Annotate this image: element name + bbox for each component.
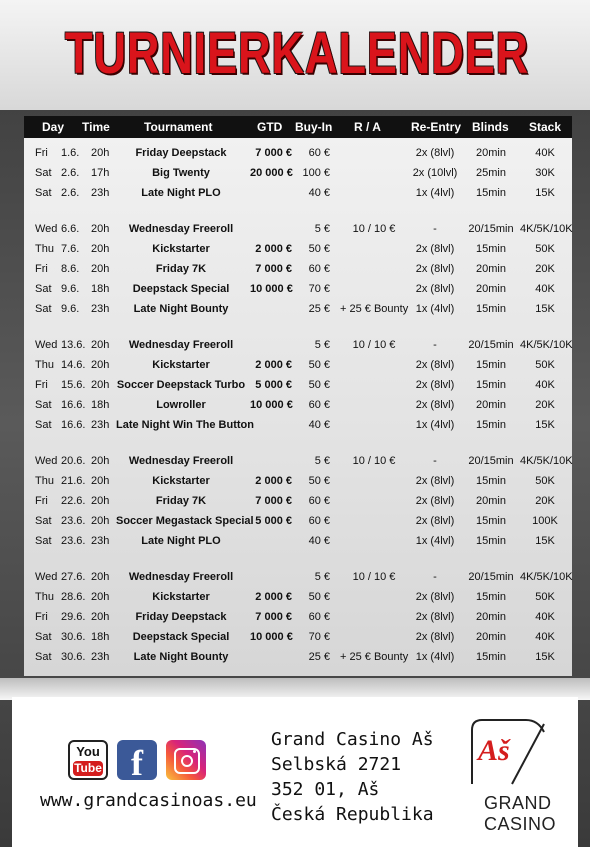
cell-blinds: 20min bbox=[476, 611, 506, 623]
cell-gtd: 7 000 € bbox=[255, 611, 292, 623]
cell-date: 7.6. bbox=[61, 243, 80, 255]
cell-blinds: 15min bbox=[476, 243, 506, 255]
cell-ra: 10 / 10 € bbox=[352, 455, 396, 467]
cell-reentry: 2x (8lvl) bbox=[415, 515, 455, 527]
cell-time: 20h bbox=[91, 379, 110, 391]
cell-buyin: 50 € bbox=[308, 359, 330, 371]
cell-time: 23h bbox=[91, 535, 110, 547]
cell-day: Fri bbox=[35, 147, 48, 159]
cell-date: 30.6. bbox=[61, 631, 86, 643]
cell-blinds: 15min bbox=[476, 535, 506, 547]
header-tournament: Tournament bbox=[144, 120, 213, 134]
cell-reentry: - bbox=[433, 455, 437, 467]
cell-stack: 4K/5K/10K bbox=[520, 571, 573, 583]
cell-time: 20h bbox=[91, 359, 110, 371]
cell-ra: 10 / 10 € bbox=[352, 571, 396, 583]
cell-reentry: 2x (8lvl) bbox=[415, 243, 455, 255]
cell-reentry: 2x (8lvl) bbox=[415, 379, 455, 391]
cell-time: 18h bbox=[91, 399, 110, 411]
cell-tournament: Late Night Win The Button bbox=[116, 419, 254, 431]
cell-buyin: 25 € bbox=[308, 651, 330, 663]
cell-day: Fri bbox=[35, 263, 48, 275]
cell-day: Thu bbox=[35, 243, 54, 255]
instagram-icon[interactable] bbox=[166, 740, 206, 780]
address-block bbox=[271, 727, 434, 827]
cell-buyin: 60 € bbox=[308, 495, 330, 507]
table-row bbox=[24, 259, 572, 279]
cell-tournament: Wednesday Freeroll bbox=[128, 571, 234, 583]
address-line-3: 352 01, Aš bbox=[271, 779, 380, 800]
cell-stack: 40K bbox=[535, 611, 555, 623]
cell-tournament: Kickstarter bbox=[152, 475, 210, 487]
cell-tournament: Friday 7K bbox=[155, 495, 207, 507]
header-gtd: GTD bbox=[257, 120, 283, 134]
cell-gtd: 7 000 € bbox=[255, 263, 292, 275]
table-row bbox=[24, 511, 572, 531]
cell-tournament: Late Night PLO bbox=[141, 535, 221, 547]
cell-blinds: 20/15min bbox=[468, 339, 514, 351]
cell-time: 23h bbox=[91, 303, 110, 315]
cell-day: Wed bbox=[35, 571, 58, 583]
cell-reentry: 1x (4lvl) bbox=[415, 535, 455, 547]
cell-blinds: 20min bbox=[476, 283, 506, 295]
cell-buyin: 5 € bbox=[314, 571, 330, 583]
table-row bbox=[24, 587, 572, 607]
cell-reentry: 2x (10lvl) bbox=[412, 167, 458, 179]
cell-gtd: 5 000 € bbox=[255, 379, 292, 391]
cell-date: 23.6. bbox=[61, 515, 86, 527]
cell-tournament: Big Twenty bbox=[152, 167, 210, 179]
cell-gtd: 7 000 € bbox=[255, 147, 292, 159]
cell-reentry: 2x (8lvl) bbox=[415, 359, 455, 371]
cell-day: Fri bbox=[35, 495, 48, 507]
cell-blinds: 20min bbox=[476, 495, 506, 507]
cell-day: Sat bbox=[35, 167, 52, 179]
cell-reentry: 2x (8lvl) bbox=[415, 283, 455, 295]
cell-time: 23h bbox=[91, 419, 110, 431]
cell-time: 20h bbox=[91, 611, 110, 623]
cell-stack: 50K bbox=[535, 591, 555, 603]
header-buyin: Buy-In bbox=[295, 120, 333, 134]
cell-tournament: Friday 7K bbox=[155, 263, 207, 275]
cell-buyin: 60 € bbox=[308, 399, 330, 411]
cell-date: 16.6. bbox=[61, 399, 86, 411]
cell-gtd: 2 000 € bbox=[255, 591, 292, 603]
table-row bbox=[24, 567, 572, 587]
cell-tournament: Wednesday Freeroll bbox=[128, 339, 234, 351]
cell-tournament: Late Night Bounty bbox=[133, 651, 229, 663]
cell-ra: 10 / 10 € bbox=[352, 223, 396, 235]
header-time: Time bbox=[82, 120, 110, 134]
cell-date: 6.6. bbox=[61, 223, 80, 235]
cell-day: Thu bbox=[35, 359, 54, 371]
cell-date: 23.6. bbox=[61, 535, 86, 547]
cell-blinds: 20min bbox=[476, 263, 506, 275]
cell-reentry: 2x (8lvl) bbox=[415, 611, 455, 623]
cell-stack: 15K bbox=[535, 187, 555, 199]
cell-gtd: 20 000 € bbox=[250, 167, 293, 179]
cell-time: 20h bbox=[91, 147, 110, 159]
cell-blinds: 15min bbox=[476, 303, 506, 315]
cell-blinds: 20min bbox=[476, 631, 506, 643]
cell-stack: 4K/5K/10K bbox=[520, 455, 573, 467]
cell-ra: + 25 € Bounty bbox=[340, 303, 409, 315]
cell-time: 20h bbox=[91, 591, 110, 603]
cell-tournament: Deepstack Special bbox=[132, 631, 230, 643]
table-row bbox=[24, 491, 572, 511]
cell-stack: 15K bbox=[535, 651, 555, 663]
cell-time: 20h bbox=[91, 515, 110, 527]
cell-gtd: 2 000 € bbox=[255, 243, 292, 255]
cell-stack: 40K bbox=[535, 631, 555, 643]
cell-date: 16.6. bbox=[61, 419, 86, 431]
facebook-icon[interactable]: f bbox=[117, 740, 157, 780]
website-link[interactable]: www.grandcasinoas.eu bbox=[40, 790, 257, 811]
cell-blinds: 15min bbox=[476, 419, 506, 431]
cell-day: Sat bbox=[35, 651, 52, 663]
cell-blinds: 15min bbox=[476, 591, 506, 603]
cell-time: 20h bbox=[91, 339, 110, 351]
cell-date: 20.6. bbox=[61, 455, 86, 467]
cell-buyin: 50 € bbox=[308, 475, 330, 487]
cell-stack: 40K bbox=[535, 379, 555, 391]
cell-stack: 15K bbox=[535, 303, 555, 315]
address-line-1: Grand Casino Aš bbox=[271, 729, 434, 750]
cell-date: 8.6. bbox=[61, 263, 80, 275]
cell-date: 27.6. bbox=[61, 571, 86, 583]
table-row bbox=[24, 415, 572, 435]
cell-date: 1.6. bbox=[61, 147, 80, 159]
cell-blinds: 20min bbox=[476, 399, 506, 411]
cell-stack: 15K bbox=[535, 419, 555, 431]
youtube-label-top: You bbox=[76, 744, 100, 759]
table-row bbox=[24, 143, 572, 163]
cell-reentry: 2x (8lvl) bbox=[415, 631, 455, 643]
cell-tournament: Late Night PLO bbox=[141, 187, 221, 199]
cell-date: 29.6. bbox=[61, 611, 86, 623]
table-row bbox=[24, 627, 572, 647]
cell-gtd: 10 000 € bbox=[250, 399, 293, 411]
cell-buyin: 70 € bbox=[308, 631, 330, 643]
cell-day: Sat bbox=[35, 631, 52, 643]
cell-stack: 40K bbox=[535, 147, 555, 159]
cell-gtd: 10 000 € bbox=[250, 631, 293, 643]
cell-buyin: 60 € bbox=[308, 515, 330, 527]
cell-day: Sat bbox=[35, 399, 52, 411]
cell-blinds: 15min bbox=[476, 359, 506, 371]
cell-buyin: 50 € bbox=[308, 243, 330, 255]
cell-day: Fri bbox=[35, 611, 48, 623]
cell-tournament: Lowroller bbox=[156, 399, 206, 411]
cell-buyin: 5 € bbox=[314, 455, 330, 467]
table-row bbox=[24, 219, 572, 239]
cell-gtd: 10 000 € bbox=[250, 283, 293, 295]
cell-reentry: 2x (8lvl) bbox=[415, 147, 455, 159]
cell-blinds: 15min bbox=[476, 187, 506, 199]
cell-tournament: Kickstarter bbox=[152, 243, 210, 255]
cell-ra: + 25 € Bounty bbox=[340, 651, 409, 663]
cell-gtd: 2 000 € bbox=[255, 475, 292, 487]
cell-date: 14.6. bbox=[61, 359, 86, 371]
cell-blinds: 15min bbox=[476, 379, 506, 391]
table-row bbox=[24, 531, 572, 551]
cell-stack: 20K bbox=[535, 399, 555, 411]
cell-reentry: 2x (8lvl) bbox=[415, 263, 455, 275]
instagram-dot bbox=[193, 750, 196, 753]
logo-line-2: CASINO bbox=[484, 814, 557, 834]
cell-stack: 40K bbox=[535, 283, 555, 295]
cell-buyin: 70 € bbox=[308, 283, 330, 295]
cell-date: 28.6. bbox=[61, 591, 86, 603]
cell-reentry: 1x (4lvl) bbox=[415, 187, 455, 199]
cell-tournament: Kickstarter bbox=[152, 359, 210, 371]
table-row bbox=[24, 375, 572, 395]
cell-stack: 30K bbox=[535, 167, 555, 179]
cell-reentry: 2x (8lvl) bbox=[415, 495, 455, 507]
cell-date: 30.6. bbox=[61, 651, 86, 663]
cell-day: Sat bbox=[35, 535, 52, 547]
cell-buyin: 100 € bbox=[302, 167, 330, 179]
cell-day: Sat bbox=[35, 283, 52, 295]
cell-gtd: 5 000 € bbox=[255, 515, 292, 527]
youtube-label-bottom: Tube bbox=[74, 761, 102, 775]
cell-time: 20h bbox=[91, 243, 110, 255]
cell-stack: 100K bbox=[532, 515, 558, 527]
logo-line-1: GRAND bbox=[484, 793, 552, 813]
page-title: TURNIERKALENDER bbox=[64, 21, 529, 86]
cell-time: 20h bbox=[91, 495, 110, 507]
cell-time: 20h bbox=[91, 475, 110, 487]
header-day: Day bbox=[42, 120, 65, 134]
cell-tournament: Deepstack Special bbox=[132, 283, 230, 295]
cell-buyin: 60 € bbox=[308, 147, 330, 159]
table-row bbox=[24, 163, 572, 183]
cell-reentry: 2x (8lvl) bbox=[415, 475, 455, 487]
cell-day: Wed bbox=[35, 223, 58, 235]
cell-time: 18h bbox=[91, 631, 110, 643]
cell-buyin: 50 € bbox=[308, 591, 330, 603]
cell-blinds: 20/15min bbox=[468, 455, 514, 467]
table-row bbox=[24, 239, 572, 259]
cell-buyin: 25 € bbox=[308, 303, 330, 315]
cell-reentry: - bbox=[433, 571, 437, 583]
cell-blinds: 15min bbox=[476, 651, 506, 663]
cell-stack: 50K bbox=[535, 359, 555, 371]
cell-buyin: 60 € bbox=[308, 263, 330, 275]
cell-tournament: Wednesday Freeroll bbox=[128, 455, 234, 467]
table-row bbox=[24, 451, 572, 471]
cell-day: Thu bbox=[35, 591, 54, 603]
cell-time: 23h bbox=[91, 187, 110, 199]
cell-gtd: 7 000 € bbox=[255, 495, 292, 507]
cell-stack: 50K bbox=[535, 243, 555, 255]
table-row bbox=[24, 355, 572, 375]
cell-date: 2.6. bbox=[61, 167, 80, 179]
cell-day: Wed bbox=[35, 455, 58, 467]
cell-date: 2.6. bbox=[61, 187, 80, 199]
table-row bbox=[24, 335, 572, 355]
table-row bbox=[24, 395, 572, 415]
cell-date: 21.6. bbox=[61, 475, 86, 487]
cell-reentry: 2x (8lvl) bbox=[415, 591, 455, 603]
cell-gtd: 2 000 € bbox=[255, 359, 292, 371]
table-row bbox=[24, 183, 572, 203]
cell-time: 20h bbox=[91, 571, 110, 583]
table-row bbox=[24, 279, 572, 299]
cell-day: Fri bbox=[35, 379, 48, 391]
cell-reentry: 1x (4lvl) bbox=[415, 303, 455, 315]
cell-time: 18h bbox=[91, 283, 110, 295]
address-line-2: Selbská 2721 bbox=[271, 754, 402, 775]
cell-stack: 4K/5K/10K bbox=[520, 339, 573, 351]
address-line-4: Česká Republika bbox=[271, 804, 434, 825]
cell-ra: 10 / 10 € bbox=[352, 339, 396, 351]
cell-buyin: 50 € bbox=[308, 379, 330, 391]
cell-tournament: Soccer Megastack Special bbox=[116, 515, 254, 527]
table-row bbox=[24, 299, 572, 319]
cell-buyin: 60 € bbox=[308, 611, 330, 623]
cell-date: 13.6. bbox=[61, 339, 86, 351]
cell-reentry: 1x (4lvl) bbox=[415, 651, 455, 663]
header-blinds: Blinds bbox=[472, 120, 509, 134]
cell-blinds: 15min bbox=[476, 515, 506, 527]
table-header bbox=[24, 116, 572, 138]
cell-date: 9.6. bbox=[61, 283, 80, 295]
cell-day: Sat bbox=[35, 515, 52, 527]
cell-day: Thu bbox=[35, 475, 54, 487]
cell-stack: 50K bbox=[535, 475, 555, 487]
cell-day: Sat bbox=[35, 187, 52, 199]
cell-date: 15.6. bbox=[61, 379, 86, 391]
cell-stack: 20K bbox=[535, 263, 555, 275]
cell-date: 9.6. bbox=[61, 303, 80, 315]
cell-buyin: 40 € bbox=[308, 535, 330, 547]
table-row bbox=[24, 607, 572, 627]
cell-buyin: 40 € bbox=[308, 419, 330, 431]
table-row bbox=[24, 647, 572, 667]
cell-time: 20h bbox=[91, 455, 110, 467]
cell-reentry: - bbox=[433, 223, 437, 235]
cell-buyin: 5 € bbox=[314, 339, 330, 351]
instagram-lens bbox=[181, 755, 193, 767]
header-ra: R / A bbox=[354, 120, 381, 134]
cell-blinds: 20min bbox=[476, 147, 506, 159]
header-stack: Stack bbox=[529, 120, 562, 134]
cell-stack: 15K bbox=[535, 535, 555, 547]
casino-logo bbox=[466, 716, 576, 844]
cell-tournament: Late Night Bounty bbox=[133, 303, 229, 315]
cell-reentry: 1x (4lvl) bbox=[415, 419, 455, 431]
cell-blinds: 15min bbox=[476, 475, 506, 487]
cell-blinds: 20/15min bbox=[468, 223, 514, 235]
cell-date: 22.6. bbox=[61, 495, 86, 507]
cell-time: 20h bbox=[91, 263, 110, 275]
cell-time: 23h bbox=[91, 651, 110, 663]
logo-mark: Aš bbox=[478, 734, 510, 767]
cell-blinds: 25min bbox=[476, 167, 506, 179]
cell-buyin: 40 € bbox=[308, 187, 330, 199]
cell-buyin: 5 € bbox=[314, 223, 330, 235]
cell-tournament: Friday Deepstack bbox=[135, 147, 227, 159]
cell-time: 17h bbox=[91, 167, 110, 179]
cell-day: Wed bbox=[35, 339, 58, 351]
cell-stack: 4K/5K/10K bbox=[520, 223, 573, 235]
cell-day: Sat bbox=[35, 303, 52, 315]
cell-time: 20h bbox=[91, 223, 110, 235]
header-reentry: Re-Entry bbox=[411, 120, 462, 134]
schedule-rows bbox=[24, 138, 572, 676]
cell-tournament: Soccer Deepstack Turbo bbox=[116, 379, 246, 391]
table-row bbox=[24, 471, 572, 491]
youtube-icon[interactable] bbox=[68, 740, 108, 780]
cell-tournament: Kickstarter bbox=[152, 591, 210, 603]
cell-reentry: - bbox=[433, 339, 437, 351]
cell-stack: 20K bbox=[535, 495, 555, 507]
cell-day: Sat bbox=[35, 419, 52, 431]
cell-tournament: Wednesday Freeroll bbox=[128, 223, 234, 235]
cell-tournament: Friday Deepstack bbox=[135, 611, 227, 623]
cell-reentry: 2x (8lvl) bbox=[415, 399, 455, 411]
cell-blinds: 20/15min bbox=[468, 571, 514, 583]
